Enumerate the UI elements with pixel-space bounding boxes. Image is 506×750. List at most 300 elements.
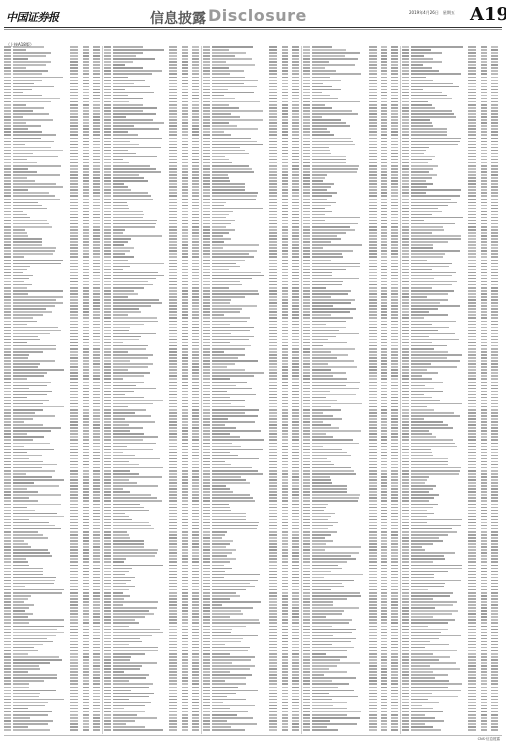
table-cell [4,702,11,704]
table-row [4,232,101,234]
table-row [4,299,101,301]
table-cell [192,55,199,57]
table-cell [83,369,89,371]
table-cell [182,122,188,124]
table-cell [93,488,100,490]
table-cell [192,73,199,75]
table-cell [169,293,177,295]
table-cell [70,699,78,701]
table-cell [13,153,33,155]
table-cell [4,171,11,173]
table-cell [104,138,111,140]
table-cell [104,241,111,243]
table-cell [4,659,11,661]
table-cell [4,677,11,679]
table-cell [93,497,100,499]
table-cell [83,73,89,75]
table-cell [13,150,63,152]
table-cell [83,436,89,438]
table-cell [113,208,129,210]
table-cell [104,168,111,170]
table-cell [70,687,78,689]
table-cell [83,144,89,146]
table-cell [13,202,38,204]
table-cell [83,412,89,414]
table-cell [13,488,27,490]
table-cell [104,330,111,332]
table-row [104,55,201,57]
table-cell [13,378,27,380]
table-cell [70,537,78,539]
table-cell [70,134,78,136]
table-cell [4,324,11,326]
table-cell [4,601,11,603]
table-cell [83,723,89,725]
table-cell [70,378,78,380]
table-cell [113,89,125,91]
table-cell [192,199,199,201]
table-cell [70,202,78,204]
table-cell [4,247,11,249]
table-cell [93,455,100,457]
table-row [104,290,201,292]
table-cell [13,388,29,390]
table-row [104,202,201,204]
table-cell [192,138,199,140]
table-row [4,565,101,567]
table-cell [192,144,199,146]
table-cell [83,696,89,698]
table-row [4,421,101,423]
table-cell [83,378,89,380]
table-cell [13,702,48,704]
table-cell [13,324,27,326]
table-cell [13,138,41,140]
table-cell [192,131,199,133]
table-row [104,162,201,164]
table-row [4,696,101,698]
table-cell [113,67,144,69]
table-cell [169,144,177,146]
table-cell [182,208,188,210]
table-row [4,375,101,377]
table-cell [169,287,177,289]
table-cell [70,342,78,344]
table-row [4,287,101,289]
table-cell [83,305,89,307]
table-cell [169,220,177,222]
table-cell [4,138,11,140]
table-cell [104,116,111,118]
table-cell [93,183,100,185]
table-cell [113,52,143,54]
table-cell [13,622,29,624]
table-cell [113,180,148,182]
table-cell [83,388,89,390]
table-cell [104,287,111,289]
table-row [4,488,101,490]
table-cell [4,723,11,725]
table-cell [13,375,44,377]
table-cell [83,308,89,310]
table-row [4,247,101,249]
table-cell [83,638,89,640]
table-cell [113,113,156,115]
table-cell [169,229,177,231]
table-cell [4,693,11,695]
table-cell [182,192,188,194]
table-row [4,726,101,728]
table-cell [113,220,157,222]
table-row [104,214,201,216]
table-cell [83,549,89,551]
table-cell [182,46,188,48]
table-cell [13,226,52,228]
table-cell [4,543,11,545]
table-row [104,138,201,140]
table-cell [93,427,100,429]
table-cell [13,711,52,713]
table-cell [70,244,78,246]
table-row [104,122,201,124]
table-cell [83,372,89,374]
table-cell [83,208,89,210]
table-row [4,70,101,72]
table-cell [13,619,64,621]
table-row [4,293,101,295]
table-cell [182,171,188,173]
table-row [4,708,101,710]
table-cell [4,415,11,417]
table-cell [70,299,78,301]
table-cell [4,467,11,469]
table-cell [192,317,199,319]
table-row [4,641,101,643]
table-row [104,305,201,307]
table-cell [70,626,78,628]
table-cell [13,467,42,469]
table-cell [93,360,100,362]
table-cell [93,83,100,85]
table-cell [192,95,199,97]
table-cell [4,308,11,310]
table-cell [93,687,100,689]
table-cell [4,427,11,429]
table-cell [93,220,100,222]
table-cell [13,726,28,728]
table-cell [13,220,47,222]
table-cell [169,131,177,133]
table-cell [4,333,11,335]
table-cell [182,311,188,313]
table-row [4,632,101,634]
table-row [104,144,201,146]
table-row [4,409,101,411]
table-cell [13,284,32,286]
table-cell [93,67,100,69]
table-cell [169,77,177,79]
table-cell [83,220,89,222]
table-cell [83,595,89,597]
section-title-chinese: 信息披露 [150,8,206,28]
table-cell [4,202,11,204]
table-row [4,406,101,408]
table-cell [13,662,50,664]
table-cell [169,284,177,286]
table-cell [83,577,89,579]
table-cell [4,568,11,570]
table-cell [4,519,11,521]
table-cell [113,156,158,158]
table-cell [182,150,188,152]
table-row [104,278,201,280]
table-row [4,220,101,222]
table-cell [83,299,89,301]
table-row [104,317,201,319]
table-cell [83,125,89,127]
table-cell [4,714,11,716]
table-row [104,226,201,228]
table-row [4,195,101,197]
table-cell [13,128,28,130]
table-cell [13,119,53,121]
table-cell [70,293,78,295]
table-cell [70,516,78,518]
table-cell [93,586,100,588]
table-cell [4,159,11,161]
table-cell [93,467,100,469]
table-cell [13,46,44,48]
table-cell [83,287,89,289]
table-cell [93,372,100,374]
table-cell [93,485,100,487]
table-cell [70,632,78,634]
table-cell [83,232,89,234]
table-row [104,244,201,246]
table-cell [192,327,199,329]
table-row [4,327,101,329]
table-row [4,705,101,707]
continued-from-note: （上接A18版） [6,42,34,48]
table-cell [169,199,177,201]
table-cell [104,244,111,246]
table-cell [192,67,199,69]
table-cell [83,104,89,106]
table-row [4,250,101,252]
table-row [4,52,101,54]
table-cell [104,290,111,292]
table-cell [70,504,78,506]
table-row [4,147,101,149]
table-row [4,226,101,228]
table-row [4,711,101,713]
table-cell [182,95,188,97]
table-cell [4,317,11,319]
table-cell [4,449,11,451]
table-row [104,116,201,118]
table-cell [4,86,11,88]
table-cell [13,275,33,277]
table-cell [70,226,78,228]
table-cell [182,302,188,304]
table-row [104,131,201,133]
table-row [4,452,101,454]
table-cell [4,70,11,72]
table-cell [93,327,100,329]
table-cell [13,122,26,124]
table-row [4,531,101,533]
table-cell [169,189,177,191]
table-cell [83,601,89,603]
table-cell [93,693,100,695]
table-cell [4,687,11,689]
table-cell [70,168,78,170]
table-cell [70,528,78,530]
table-row [104,49,201,51]
table-cell [113,83,134,85]
table-cell [13,397,27,399]
table-cell [70,174,78,176]
table-cell [70,150,78,152]
table-cell [113,61,134,63]
table-cell [83,647,89,649]
table-cell [93,266,100,268]
table-cell [93,391,100,393]
table-cell [182,217,188,219]
header-rule [4,27,502,28]
table-cell [83,607,89,609]
table-cell [192,238,199,240]
table-row [4,394,101,396]
table-cell [93,308,100,310]
table-row [4,656,101,658]
table-cell [4,192,11,194]
table-row [104,253,201,255]
table-cell [70,229,78,231]
table-cell [83,229,89,231]
table-row [4,354,101,356]
table-cell [13,534,43,536]
table-cell [4,351,11,353]
table-cell [83,67,89,69]
table-cell [169,49,177,51]
table-row [104,192,201,194]
table-cell [13,568,43,570]
table-cell [182,89,188,91]
table-row [4,699,101,701]
table-cell [70,70,78,72]
table-cell [70,211,78,213]
table-row [4,464,101,466]
table-cell [4,485,11,487]
table-cell [13,714,48,716]
table-cell [93,345,100,347]
table-row [104,263,201,265]
table-cell [70,348,78,350]
table-cell [70,446,78,448]
table-cell [113,141,130,143]
table-cell [182,232,188,234]
table-cell [4,156,11,158]
table-cell [70,324,78,326]
table-cell [4,305,11,307]
table-cell [93,125,100,127]
table-row [4,720,101,722]
table-cell [169,128,177,130]
table-cell [83,604,89,606]
table-cell [169,241,177,243]
table-cell [192,156,199,158]
table-cell [70,388,78,390]
table-cell [70,46,78,48]
table-cell [113,247,135,249]
table-cell [4,452,11,454]
table-row [4,680,101,682]
table-cell [182,92,188,94]
table-row [104,58,201,60]
table-cell [4,327,11,329]
table-row [4,131,101,133]
table-cell [192,214,199,216]
table-row [4,186,101,188]
table-cell [83,491,89,493]
table-cell [192,64,199,66]
table-cell [4,269,11,271]
table-cell [13,665,39,667]
table-cell [4,504,11,506]
table-row [104,141,201,143]
table-cell [70,720,78,722]
table-cell [70,214,78,216]
table-cell [4,699,11,701]
table-row [4,183,101,185]
table-cell [192,321,199,323]
table-cell [169,250,177,252]
table-cell [70,723,78,725]
table-row [104,321,201,323]
table-cell [13,351,43,353]
table-cell [13,455,42,457]
table-row [4,244,101,246]
table-cell [4,455,11,457]
table-cell [93,366,100,368]
table-cell [4,644,11,646]
table-row [4,610,101,612]
table-row [4,278,101,280]
table-cell [70,351,78,353]
table-row [4,241,101,243]
table-row [104,327,201,329]
table-cell [192,281,199,283]
table-cell [83,49,89,51]
table-cell [13,159,27,161]
table-cell [4,522,11,524]
table-cell [182,317,188,319]
table-cell [192,77,199,79]
table-cell [70,253,78,255]
table-cell [13,525,55,527]
table-cell [13,180,35,182]
table-cell [93,235,100,237]
table-cell [4,610,11,612]
table-row [104,208,201,210]
table-row [4,119,101,121]
table-cell [93,653,100,655]
table-cell [192,192,199,194]
table-cell [13,162,37,164]
table-cell [13,186,63,188]
table-cell [93,134,100,136]
